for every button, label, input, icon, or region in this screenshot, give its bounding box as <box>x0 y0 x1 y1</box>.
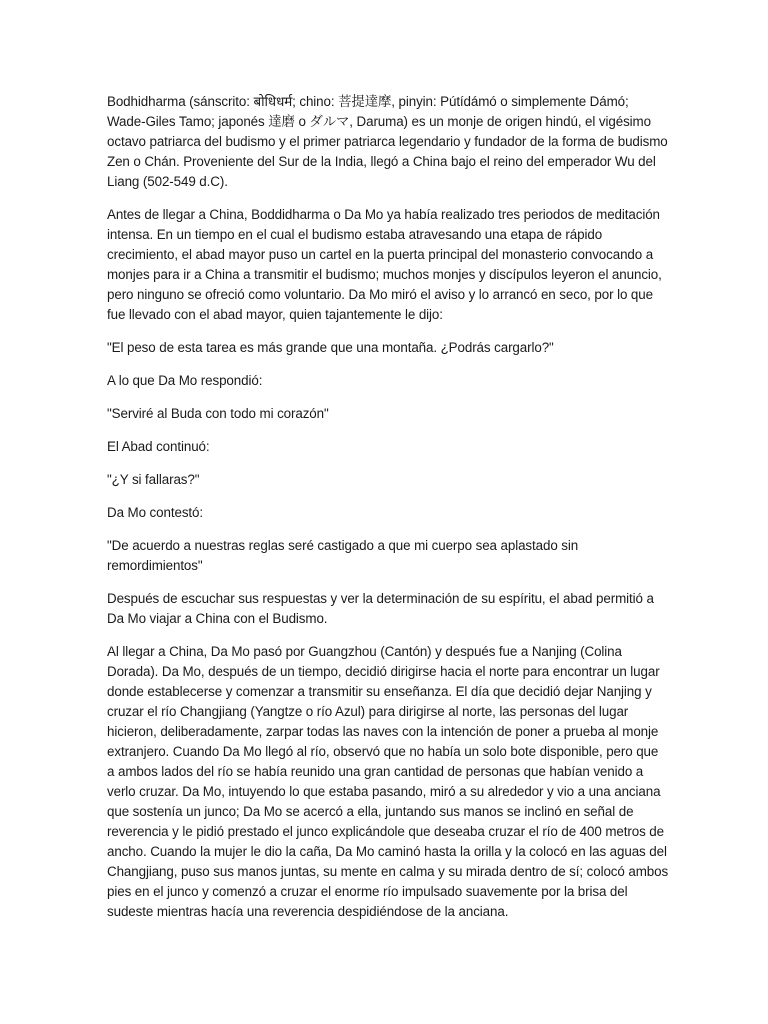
quote-da-mo-answer: "Serviré al Buda con todo mi corazón" <box>107 406 329 421</box>
paragraph-da-mo-answered: Da Mo contestó: <box>107 505 204 520</box>
paragraph-intro: Bodhidharma (sánscrito: बोधिधर्म; chino: 菩提達摩, pinyin: Pútídámó o simplemente Dámó; Wade-Giles Tamo; japonés 達磨 o ダルマ, Daruma) es un monje de origen hindú, el vigésimo octavo patriarca del budismo y el primer patriarca legendario y fundador de la forma de budismo Zen o Chán. Proveniente del Sur de la India, llegó a China bajo el reino del emperador Wu del Liang (502-549 d.C). <box>107 94 668 189</box>
quote-da-mo-rules: "De acuerdo a nuestras reglas seré castigado a que mi cuerpo sea aplastado sin remordimientos" <box>107 538 579 573</box>
paragraph-da-mo-replied: A lo que Da Mo respondió: <box>107 373 263 388</box>
document-body <box>107 92 669 935</box>
paragraph-arrival-china: Al llegar a China, Da Mo pasó por Guangzhou (Cantón) y después fue a Nanjing (Colina Dorada). Da Mo, después de un tiempo, decidió dirigirse hacia el norte para encontrar un lugar donde establecerse y comenzar a transmitir su enseñanza. El día que decidió dejar Nanjing y cruzar el río Changjiang (Yangtze o río Azul) para dirigirse al norte, las personas del lugar hicieron, deliberadamente, zarpar todas las naves con la intención de poner a prueba al monje extranjero. Cuando Da Mo llegó al río, observó que no había un solo bote disponible, pero que a ambos lados del río se había reunido una gran cantidad de personas que habían venido a verlo cruzar. Da Mo, intuyendo lo que estaba pasando, miró a su alrededor y vio a una anciana que sostenía un junco; Da Mo se acercó a ella, juntando sus manos se inclinó en señal de reverencia y le pidió prestado el junco explicándole que deseaba cruzar el río de 400 metros de ancho. Cuando la mujer le dio la caña, Da Mo caminó hasta la orilla y la colocó en las aguas del Changjiang, puso sus manos juntas, su mente en calma y su mirada dentro de sí; colocó ambos pies en el junco y comenzó a cruzar el enorme río impulsado suavemente por la brisa del sudeste mientras hacía una reverencia despidiéndose de la anciana. <box>107 644 669 919</box>
paragraph-abbot-continued: El Abad continuó: <box>107 439 210 454</box>
quote-abbot-question: "El peso de esta tarea es más grande que una montaña. ¿Podrás cargarlo?" <box>107 340 554 355</box>
paragraph-before-china: Antes de llegar a China, Boddidharma o Da Mo ya había realizado tres periodos de meditación intensa. En un tiempo en el cual el budismo estaba atravesando una etapa de rápido crecimiento, el abad mayor puso un cartel en la puerta principal del monasterio convocando a monjes para ir a China a transmitir el budismo; muchos monjes y discípulos leyeron el anuncio, pero ninguno se ofreció como voluntario. Da Mo miró el aviso y lo arrancó en seco, por lo que fue llevado con el abad mayor, quien tajantemente le dijo: <box>107 207 662 322</box>
paragraph-abbot-permitted: Después de escuchar sus respuestas y ver la determinación de su espíritu, el abad permitió a Da Mo viajar a China con el Budismo. <box>107 591 654 626</box>
quote-abbot-if-fail: "¿Y si fallaras?" <box>107 472 200 487</box>
